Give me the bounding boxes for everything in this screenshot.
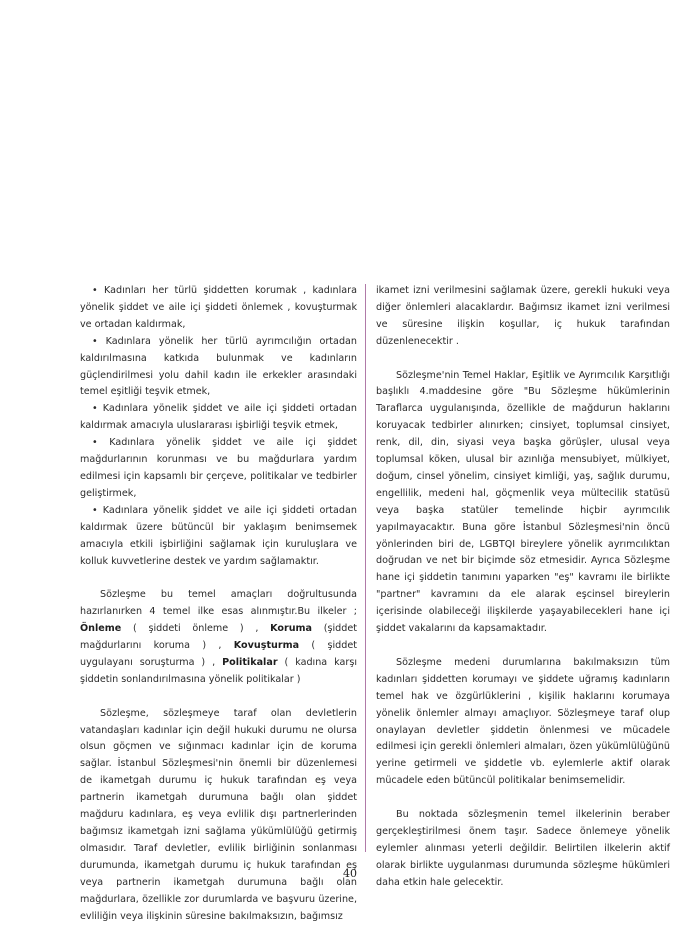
- bullet-item: • Kadınlara yönelik her türlü ayrımcılığın ortadan kaldırılmasına katkıda bulunmak ve kadınların güçlendirilmesi yolu dahil kadın ile erkekler arasındaki temel eşitliği teşvik etmek,: [80, 335, 357, 398]
- aims-paragraph: Sözleşme medeni durumlarına bakılmaksızın tüm kadınları şiddetten korumayı ve şiddete uğramış kadınların temel hak ve özgürlüklerini , kişilik haklarını korumaya yönelik önlemler almayı amaçlıyor. Sözleşmeye taraf olup onaylayan devletler şiddetin önlenmesi ve mücadele edilmesi için gerekli önlemleri almaları, özen yükümlülüğünü yerine getirmeli ve şiddetle vb. eylemlerle aktif olarak mücadele eden bütüncül politikalar benimsemelidir.: [376, 656, 670, 787]
- bullet-item: • Kadınlara yönelik şiddet ve aile içi şiddeti ortadan kaldırmak amacıyla uluslararası işbirliği teşvik etmek,: [80, 403, 357, 432]
- bullet-item: • Kadınlara yönelik şiddet ve aile içi şiddeti ortadan kaldırmak üzere bütüncül bir yaklaşım benimsemek amacıyla etkili işbirliğini sağlamak için kuruluşlara ve kolluk kuvvetlerine destek ve yardım sağlamaktır.: [80, 504, 357, 567]
- principles-text: Sözleşme bu temel amaçları doğrultusunda hazırlanırken 4 temel ilke esas alınmıştır.Bu ilkeler ;: [80, 589, 357, 618]
- bullet-item: • Kadınları her türlü şiddetten korumak , kadınlara yönelik şiddet ve aile içi şiddeti önlemek , kovuşturmak ve ortadan kaldırmak,: [80, 285, 357, 330]
- principles-paragraph: [80, 587, 357, 688]
- bullet-item: • Kadınlara yönelik şiddet ve aile içi şiddet mağdurlarının korunması ve bu mağdurlara yardım edilmesi için kapsamlı bir çerçeve, politikalar ve tedbirler geliştirmek,: [80, 437, 357, 499]
- paragraph-gap: [376, 790, 670, 807]
- protection-paragraph: Sözleşme, sözleşmeye taraf olan devletlerin vatandaşları kadınlar için değil hukuki durumu ne olursa olsun göçmen ve sığınmacı kadınlar için de koruma sağlar. İstanbul Sözleşmesi'nin önemli bir düzenlemesi de ikametgah durumu iç hukuk tarafından eş veya partnerin ikametgah durumuna bağlı olan şiddet mağduru kadınlara, eş veya evlilik dışı partnerlerinden bağımsız ikametgah izni sağlama yükümlülüğü getirmiş olmasıdır. Taraf devletler, evlilik birliğinin sonlanması durumunda, ikametgah durumu iç hukuk tarafından eş veya partnerin ikametgah durumuna bağlı olan mağdurlara, özellikle zor durumlarda ve başvuru üzerine, evliliğin veya ilişkinin süresine bakılmaksızın, bağımsız: [80, 707, 357, 922]
- principle-prosecution: Kovuşturma: [233, 640, 300, 652]
- paragraph-gap: [376, 638, 670, 655]
- principle-prevention: Önleme: [80, 623, 122, 635]
- paragraph-gap: [80, 689, 357, 706]
- principles-text: ( şiddet uygulayanı soruşturma ) ,: [80, 640, 357, 668]
- page-number: 40: [343, 867, 357, 880]
- right-column: [376, 283, 670, 892]
- conclusion-paragraph: Bu noktada sözleşmenin temel ilkelerinin beraber gerçekleştirilmesi önem taşır. Sadece önlemeye yönelik eylemler alınması yeterli değildir. Belirtilen ilkelerin aktif olarak birlikte uygulanması durumunda sözleşme hükümleri daha etkin hale gelecektir.: [376, 809, 670, 888]
- article4-paragraph: Sözleşme'nin Temel Haklar, Eşitlik ve Ayrımcılık Karşıtlığı başlıklı 4.maddesine göre "Bu Sözleşme hükümlerinin Taraflarca uygulanışında, özellikle de mağdurun haklarını koruyacak tedbirler alınırken; cinsiyet, toplumsal cinsiyet, renk, dil, din, siyasi veya başka görüşler, ulusal veya toplumsal köken, ulusal bir azınlığa mensubiyet, mülkiyet, doğum, cinsel yönelim, cinsiyet kimliği, yaş, sağlık durumu, engellilik, medeni hal, göçmenlik veya mültecilik statüsü veya başka statüler temelinde hiçbir ayrımcılık yapılmayacaktır. Buna göre İstanbul Sözleşmesi'nin öncü yönlerinden biri de, LGBTQI bireylere yönelik ayrımcılıktan doğrudan ve net bir biçimde söz etmesidir. Ayrıca Sözleşme hane içi şiddetin tanımını yaparken "eş" kavramı ile birlikte "partner" kavramını da ele alarak eşcinsel bireylerin içerisinde olabileceği ilişkilerde yaşayabilecekleri hane içi şiddet vakalarını da kapsamaktadır.: [376, 369, 670, 635]
- paragraph-gap: [80, 570, 357, 587]
- continued-paragraph: ikamet izni verilmesini sağlamak üzere, gerekli hukuki veya diğer önlemleri alacaklardır. Bağımsız ikamet izni verilmesi ve süresine ilişkin koşullar, iç hukuk tarafından düzenlenecektir .: [376, 285, 670, 347]
- principle-policies: Politikalar: [222, 656, 278, 668]
- principles-text: (şiddet mağdurlarını koruma ) ,: [80, 623, 357, 652]
- principles-text: ( şiddeti önleme ) ,: [121, 623, 271, 635]
- paragraph-gap: [376, 351, 670, 368]
- column-divider: [365, 284, 366, 852]
- principles-text: ( kadına karşı şiddetin sonlandırılmasına yönelik politikalar ): [80, 656, 358, 685]
- principle-protection: Koruma: [270, 623, 313, 635]
- left-column: [80, 283, 357, 925]
